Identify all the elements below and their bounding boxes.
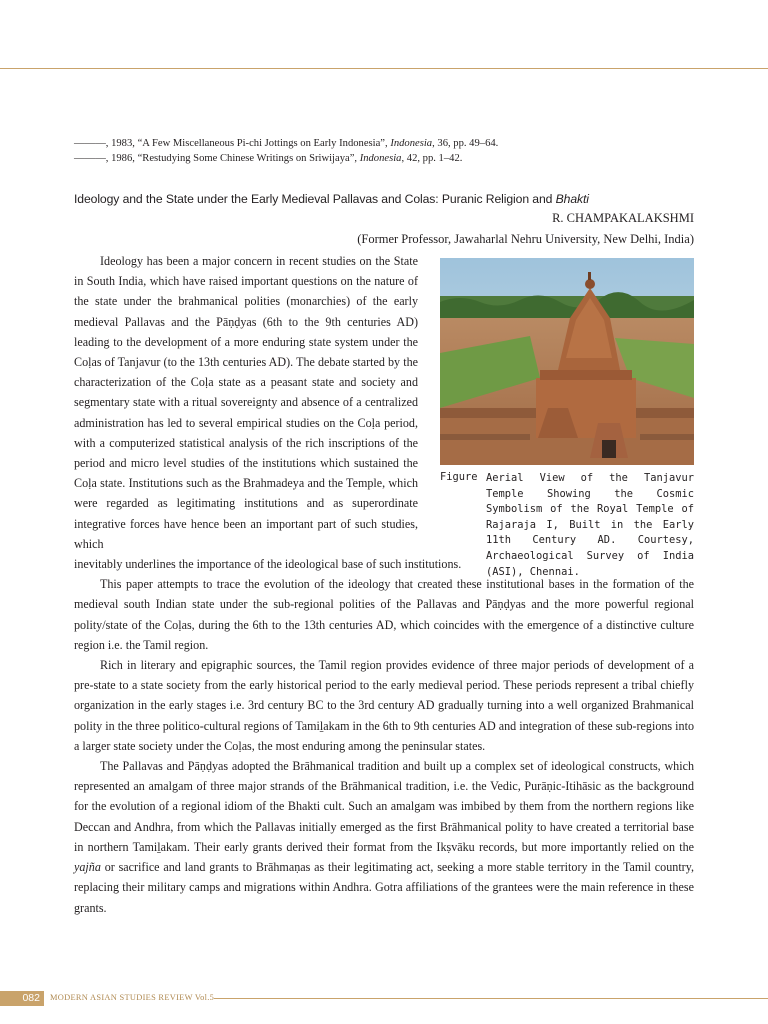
tower-cupola	[585, 279, 595, 289]
reference-dash: ———,	[74, 153, 109, 164]
gate-opening	[602, 440, 616, 458]
reference-pages: , 36, pp. 49–64.	[432, 138, 499, 149]
reference-dash: ———,	[74, 138, 109, 149]
references-list	[74, 136, 694, 166]
reference-journal: Indonesia	[359, 153, 402, 164]
wall-segment	[440, 434, 530, 440]
article-title-italic: Bhakti	[555, 192, 589, 206]
wrapped-paragraph-block	[74, 251, 418, 554]
paragraph-4-italic: yajña	[74, 860, 101, 875]
article-title-text: Ideology and the State under the Early Medieval Pallavas and Colas: Puranic Religion and	[74, 192, 556, 206]
paragraph-1: Ideology has been a major concern in recent studies on the State in South India, which have raised important questions on the nature of the state under the brahmanical polities (monarchies) of the early medieval Pallavas and the Pāṇḍyas (6th to the 9th centuries AD) leading to the development of a more enduring state system under the Coḷas of Tanjavur (to the 13th centuries AD). The debate started by the characterization of the Coḷa state as a peasant state and society and segmentary state with a ritual sovereignty and absence of a centralized administration has led to several empirical studies on the Coḷa period, with a computerized statistical analysis of the rich inscriptions of the period and micro level studies of the institutions which sustained the Coḷa state. Institutions such as the Brahmadeya and the Temple, which were regarded as legitimating institutions and as superordinate integrative forces have hence been an important part of such studies, which	[74, 254, 418, 551]
paragraph-4-text: The Pallavas and Pāṇḍyas adopted the Brāhmanical tradition and built up a complex set of ideological constructs, which represented an amalgam of three major strands of the Brāhmanical tradition, i.e. the Vedic, Purāṇic-Itihāsic as the background for the evolution of a regional idiom of the Bhakti cult. Such an amalgam was imbibed by them from the northern regions like Deccan and Andhra, from which the Pallavas initially emerged as the first Brāhmanical polity to have created a territorial base in northern Tamiḻakam. Their early grants derived their format from the Ikṣvāku records, but more importantly relied on the	[74, 759, 694, 854]
figure-label: Figure	[440, 471, 478, 483]
temple-aerial-photo	[440, 258, 694, 465]
figure-caption: Aerial View of the Tanjavur Temple Showing the Cosmic Symbolism of the Royal Temple of Rajaraja I, Built in the Early 11th Century AD. Courtesy, Archaeological Survey of India (ASI), Chennai.	[486, 472, 694, 578]
header-rule	[0, 68, 768, 69]
reference-entry	[74, 136, 694, 151]
reference-entry	[74, 151, 694, 166]
paragraph-3: Rich in literary and epigraphic sources, the Tamil region provides evidence of three major periods of development of a pre-state to a state society from the early historical period to the early medieval period. These periods represent a tribal chiefly organization in the early stages i.e. 3rd century BC to the 3rd century AD gradually turning into a well organized Brahmanical polity in the three politico-cultural regions of Tamiḻakam in the 6th to 9th centuries AD and integration of these sub-regions into a larger state society under the Coḷas, the most enduring among the peninsular states.	[74, 658, 694, 753]
reference-pages: , 42, pp. 1–42.	[401, 153, 463, 164]
footer-rule	[214, 998, 768, 999]
wall-segment	[640, 434, 694, 440]
page-number: 082	[0, 991, 44, 1006]
journal-name: MODERN ASIAN STUDIES REVIEW Vol.5	[50, 993, 215, 1002]
tower-finial	[588, 272, 591, 280]
paragraph-1-continued: inevitably underlines the importance of the ideological base of such institutions.	[74, 557, 462, 572]
article-author: R. CHAMPAKALAKSHMI	[552, 211, 694, 225]
paragraph-4-text-end: or sacrifice and land grants to Brāhmaṇas as their legitimating act, seeking a more stable territory in the Tamil country, replacing their military camps and migrations within Andhra. Gotra affiliations of the grantees were the main reference in these grants.	[74, 860, 694, 915]
reference-text: 1983, “A Few Miscellaneous Pi-chi Jottings on Early Indonesia”,	[108, 138, 391, 149]
paragraph-4	[74, 756, 694, 918]
mandapa-roof	[540, 370, 632, 380]
paragraph-2: This paper attempts to trace the evolution of the ideology that created these institutional bases in the formation of the medieval south Indian state under the sub-regional polities of the Pallavas and Pāṇḍyas and the more powerful regional polity/state of the Coḷas, during the 6th to the 13th centuries AD, which coincides with the emergence of a distinctive culture region i.e. the Tamil region.	[74, 577, 694, 652]
reference-text: 1986, “Restudying Some Chinese Writings on Sriwijaya”,	[108, 153, 360, 164]
temple-illustration	[440, 258, 694, 465]
author-affiliation: (Former Professor, Jawaharlal Nehru University, New Delhi, India)	[357, 232, 694, 246]
reference-journal: Indonesia	[390, 138, 433, 149]
article-title	[74, 192, 714, 206]
